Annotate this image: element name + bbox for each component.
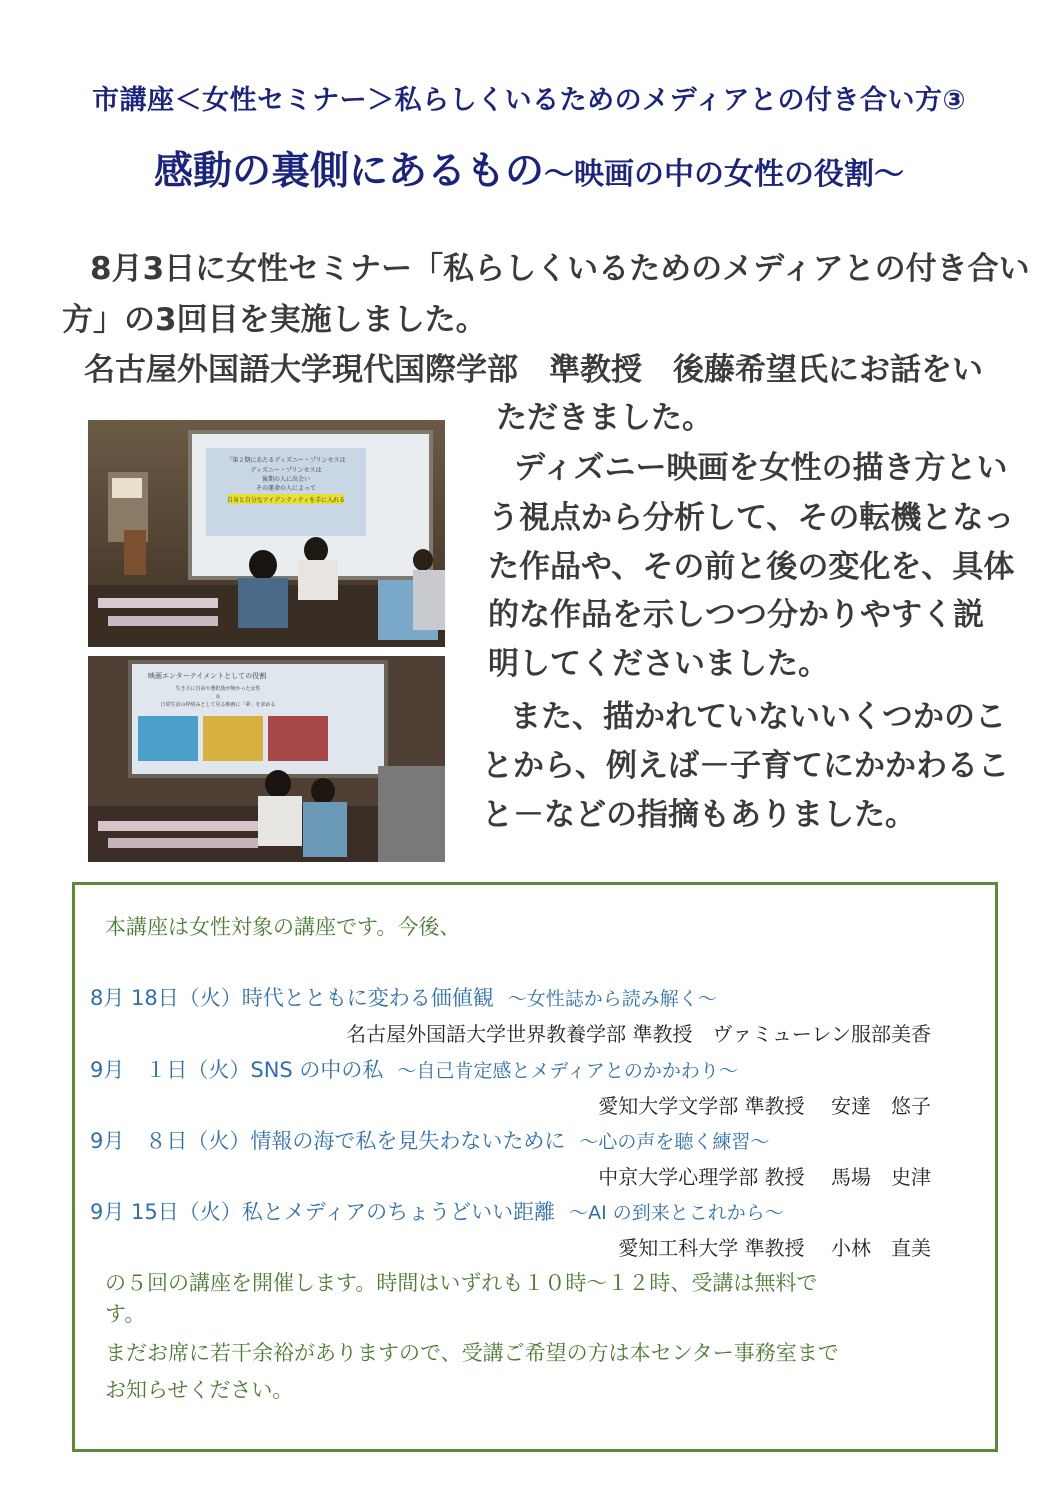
- session-title: 情報の海で私を見失わないために: [250, 1129, 566, 1153]
- session-title: 時代とともに変わる価値観: [241, 986, 494, 1010]
- body-line: とから、例えば－子育てにかかわるこ: [482, 748, 1009, 784]
- slide-text: 後期の人に出会い: [261, 476, 311, 483]
- session-lecturer: 名古屋外国語大学世界教養学部 準教授 ヴァミューレン服部美香: [346, 1022, 931, 1046]
- body-line: 明してくださいました。: [488, 646, 829, 682]
- session-date: 9月 15日（火）: [90, 1200, 242, 1224]
- body-line: ディズニー映画を女性の描き方とい: [514, 450, 1008, 486]
- body-line: ただきました。: [496, 400, 713, 436]
- slide-text: 自身と自分なアイデンティティを手に入れる: [226, 497, 346, 504]
- session-title: SNS の中の私: [250, 1058, 384, 1082]
- session-subtitle: ～女性誌から読み解く～: [507, 988, 717, 1010]
- body-line: た作品や、その前と後の変化を、具体: [488, 549, 1015, 585]
- session-title: 私とメディアのちょうどいい距離: [241, 1200, 556, 1224]
- subtitle-sub: ～映画の中の女性の役割～: [544, 157, 904, 192]
- body-line: 的な作品を示しつつ分かりやすく説: [488, 597, 984, 633]
- schedule-intro: 本講座は女性対象の講座です。今後、: [105, 915, 461, 939]
- slide-text: 生き方に自由や選択肢が無かった女性: [175, 686, 261, 692]
- closing-line: お知らせください。: [105, 1378, 294, 1402]
- session-lecturer: 愛知工科大学 準教授 小林 直美: [618, 1236, 931, 1260]
- closing-line: す。: [105, 1302, 146, 1326]
- session-3: [90, 1125, 769, 1155]
- subtitle-main: 感動の裏側にあるもの: [153, 149, 544, 194]
- session-date: 9月 １日（火）: [90, 1058, 251, 1082]
- session-subtitle: ～AI の到来とこれから～: [569, 1202, 784, 1224]
- slide-text: その運命の人によって: [255, 485, 317, 492]
- body-line: 名古屋外国語大学現代国際学部 準教授 後藤希望氏にお話をい: [84, 352, 983, 388]
- closing-line: まだお席に若干余裕がありますので、受講ご希望の方は本センター事務室まで: [105, 1341, 839, 1365]
- page-title: 市講座＜女性セミナー＞私らしくいるためのメディアとの付き合い方③: [92, 85, 966, 116]
- slide-text: 映画エンターテイメントとしての役割: [148, 672, 267, 680]
- session-date: 8月 18日（火）: [90, 986, 242, 1010]
- session-subtitle: ～自己肯定感とメディアとのかかわり～: [397, 1060, 738, 1082]
- slide-text: 「第２期にあたるディズニー・プリンセスは: [226, 457, 346, 464]
- body-line: と－などの指摘もありました。: [482, 797, 916, 833]
- session-1: [90, 982, 717, 1012]
- session-4: [90, 1196, 784, 1226]
- body-line: また、描かれていないいくつかのこ: [510, 699, 1006, 735]
- seminar-photo-2: [88, 656, 445, 862]
- slide-text: ディズニー・プリンセスは: [250, 467, 322, 474]
- session-date: 9月 ８日（火）: [90, 1129, 251, 1153]
- session-2: [90, 1054, 738, 1084]
- session-lecturer: 中京大学心理学部 教授 馬場 史津: [598, 1165, 931, 1189]
- seminar-photo-1-image: [88, 420, 445, 647]
- session-subtitle: ～心の声を聴く練習～: [579, 1131, 770, 1153]
- page-subtitle: [0, 140, 1058, 196]
- session-lecturer: 愛知大学文学部 準教授 安達 悠子: [598, 1094, 931, 1118]
- closing-line: の５回の講座を開催します。時間はいずれも１０時～１２時、受講は無料で: [105, 1271, 818, 1295]
- body-line: 8月3日に女性セミナー「私らしくいるためのメディアとの付き合い: [90, 251, 1030, 287]
- seminar-photo-1: [88, 420, 445, 647]
- seminar-photo-2-image: [88, 656, 445, 862]
- slide-text: 日常生活の枠組みとして見る映画に「夢」を求める: [160, 702, 276, 708]
- body-line: う視点から分析して、その転機となっ: [488, 500, 1015, 536]
- body-line: 方」の3回目を実施しました。: [62, 302, 487, 338]
- slide-text: ＆: [215, 694, 221, 700]
